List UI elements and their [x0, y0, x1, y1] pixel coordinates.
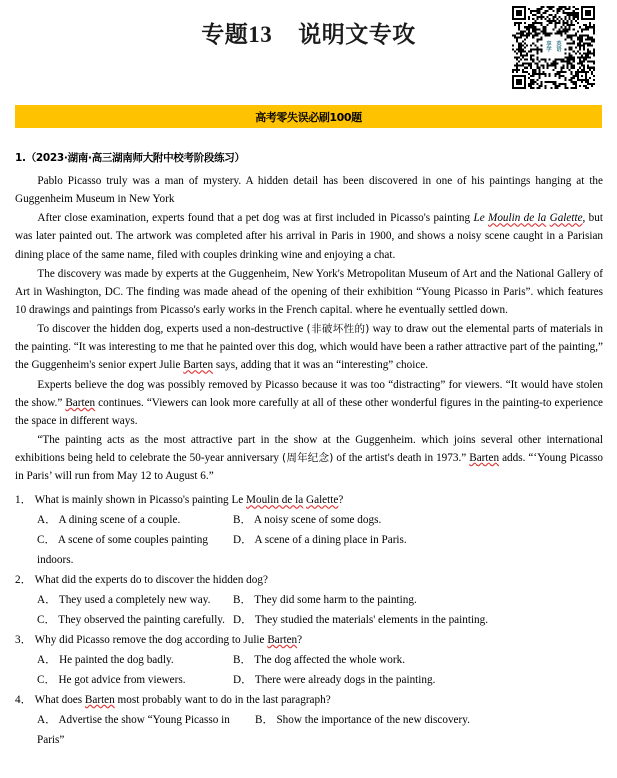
option-text: A noisy scene of some dogs. [253, 514, 382, 527]
option-text: Show the importance of the new discovery. [276, 713, 470, 726]
spellcheck-word: Moulin de la [246, 494, 304, 507]
question-item [15, 631, 603, 691]
document-header [0, 0, 617, 96]
passage-paragraph [15, 376, 603, 430]
option-row [15, 711, 603, 751]
text-run: Why did Picasso remove the dog according to Julie [34, 633, 268, 646]
option-text: A scene of some couples painting indoors. [37, 534, 208, 567]
spellcheck-word: Galette [549, 212, 583, 225]
option-row [15, 671, 603, 691]
page-title-number: 13 [248, 22, 273, 47]
option-row [15, 611, 603, 631]
option-text: He got advice from viewers. [58, 673, 186, 686]
option-label: D． [233, 614, 255, 627]
question-number: 3． [15, 633, 35, 646]
text-run: ? [297, 633, 303, 646]
option-b[interactable] [233, 591, 603, 611]
chinese-gloss: (周年纪念) [282, 452, 334, 465]
option-text: They did some harm to the painting. [254, 594, 417, 607]
option-label: C． [37, 673, 59, 686]
option-d[interactable] [233, 671, 603, 691]
qr-logo-line-2: 英语 [556, 41, 562, 53]
option-d[interactable] [233, 531, 603, 571]
passage-paragraph [15, 265, 603, 319]
spellcheck-word: Barten [84, 693, 115, 706]
option-text: He painted the dog badly. [59, 653, 174, 666]
text-run: Le [473, 212, 488, 225]
passage-paragraph [15, 320, 603, 374]
option-label: B． [233, 514, 254, 527]
spellcheck-word: Barten [267, 633, 298, 646]
question-list [15, 491, 603, 750]
reading-passage [15, 172, 603, 485]
option-row [15, 511, 603, 531]
option-label: C． [37, 614, 59, 627]
question-item [15, 571, 603, 631]
option-b[interactable] [233, 651, 603, 671]
option-a[interactable] [37, 511, 233, 531]
passage-paragraph [15, 431, 603, 485]
text-run: way to draw out the elemental parts of materials in the painting. “It was interesting to me that he painted over this dog, which would have been a rather attractive part of the painting,” the Guggenheim's senior expert Julie [15, 323, 604, 372]
option-text: A scene of a dining place in Paris. [254, 534, 407, 547]
text-run: After close examination, experts found that a pet dog was at first included in Picasso's painting [37, 212, 474, 225]
option-text: There were already dogs in the painting. [254, 673, 436, 686]
text-run: says, adding that it was an “interesting” choice. [213, 359, 429, 372]
option-c[interactable] [37, 671, 233, 691]
series-banner [15, 105, 602, 128]
option-text: A dining scene of a couple. [58, 514, 181, 527]
text-run: The discovery was made by experts at the Guggenheim, New York's Metropolitan Museum of Art and the National Gallery of Art in Washington, DC. The finding was made ahead of the opening of their exhibition “Young Picasso in Paris”. which features 10 drawings and paintings from Picasso's early works in the French capital. where he eventually settled down. [15, 267, 603, 316]
option-label: D． [233, 534, 255, 547]
option-label: A． [37, 713, 59, 726]
option-label: A． [37, 594, 59, 607]
qr-code-logo [543, 37, 564, 58]
text-run: , but was later painted out. The artwork was completed after his arrival in Paris in 1900, and shows a noisy scene caught in a Parisian dining place of the same name, filed with couples drinking wine and enjoying a chat. [15, 212, 603, 261]
option-a[interactable] [37, 591, 233, 611]
text-run: To discover the hidden dog, experts used a non-destructive [37, 323, 307, 336]
option-label: B． [233, 594, 255, 607]
option-text: They used a completely new way. [58, 594, 211, 607]
qr-logo-line-1: 享学 [545, 41, 551, 53]
option-a[interactable] [37, 711, 255, 751]
option-row [15, 591, 603, 611]
option-text: Advertise the show “Young Picasso in Paris” [37, 713, 230, 746]
question-stem [15, 491, 603, 511]
text-run: ? [338, 494, 344, 507]
option-label: B． [255, 713, 277, 726]
passage-paragraph [15, 172, 603, 208]
option-b[interactable] [233, 511, 603, 531]
question-number: 2． [15, 574, 35, 587]
option-text: The dog affected the whole work. [254, 653, 406, 666]
spellcheck-word: Barten [469, 452, 500, 465]
question-stem [15, 631, 603, 651]
question-source: 1.（2023·湖南·高三湖南师大附中校考阶段练习） [15, 152, 245, 164]
text-run: adds. “‘Young Picasso in Paris’ will run from May 12 to August 6.” [15, 452, 604, 483]
text-run: Experts believe the dog was possibly removed by Picasso because it was too “distracting” for viewers. “It would have stolen the show.” [15, 378, 603, 409]
passage-paragraph [15, 209, 603, 263]
option-label: C． [37, 534, 58, 547]
option-a[interactable] [37, 651, 233, 671]
option-c[interactable] [37, 611, 233, 631]
spellcheck-word: Barten [183, 359, 214, 372]
text-run: of the artist's death in 1973.” [333, 452, 470, 465]
question-number: 1． [15, 494, 35, 507]
chinese-gloss: (非破坏性的) [306, 323, 370, 336]
text-run: What did the experts do to discover the hidden dog? [34, 574, 268, 587]
option-c[interactable] [37, 531, 233, 571]
question-item [15, 691, 603, 751]
option-b[interactable] [255, 711, 603, 751]
option-label: A． [37, 514, 59, 527]
spellcheck-word: Galette [306, 494, 339, 507]
question-stem [15, 691, 603, 711]
option-label: B． [233, 653, 255, 666]
text-run: What does [34, 693, 85, 706]
spellcheck-word: Barten [65, 396, 96, 409]
question-item [15, 491, 603, 571]
text-run: What is mainly shown in Picasso's painting Le [34, 494, 247, 507]
option-text: They observed the painting carefully. [58, 614, 225, 627]
series-banner-label: 高考零失误必刷100题 [255, 110, 362, 124]
text-run: most probably want to do in the last paragraph? [114, 693, 331, 706]
document-body [15, 150, 603, 751]
page-title-topic: 专题 [201, 21, 249, 48]
page-title-subject: 说明文专攻 [298, 21, 416, 48]
question-stem [15, 571, 603, 591]
qr-code[interactable] [512, 6, 595, 89]
question-number: 4． [15, 693, 35, 706]
option-row [15, 651, 603, 671]
spellcheck-word: Moulin de la [488, 212, 547, 225]
option-d[interactable] [233, 611, 603, 631]
option-text: They studied the materials' elements in the painting. [254, 614, 489, 627]
text-run: “The painting acts as the most attractive part in the show at the Guggenheim. which joins several other international exhibitions being held to celebrate the 50-year anniversary [15, 433, 603, 465]
option-label: A． [37, 653, 60, 666]
text-run: continues. “Viewers can look more carefully at all of these other wonderful figures in the painting-to experience the space in different ways. [15, 396, 603, 427]
text-run: Pablo Picasso truly was a man of mystery. A hidden detail has been discovered in one of his paintings hanging at the Guggenheim Museum in New York [15, 175, 603, 206]
option-label: D． [233, 673, 255, 686]
option-row [15, 531, 603, 571]
